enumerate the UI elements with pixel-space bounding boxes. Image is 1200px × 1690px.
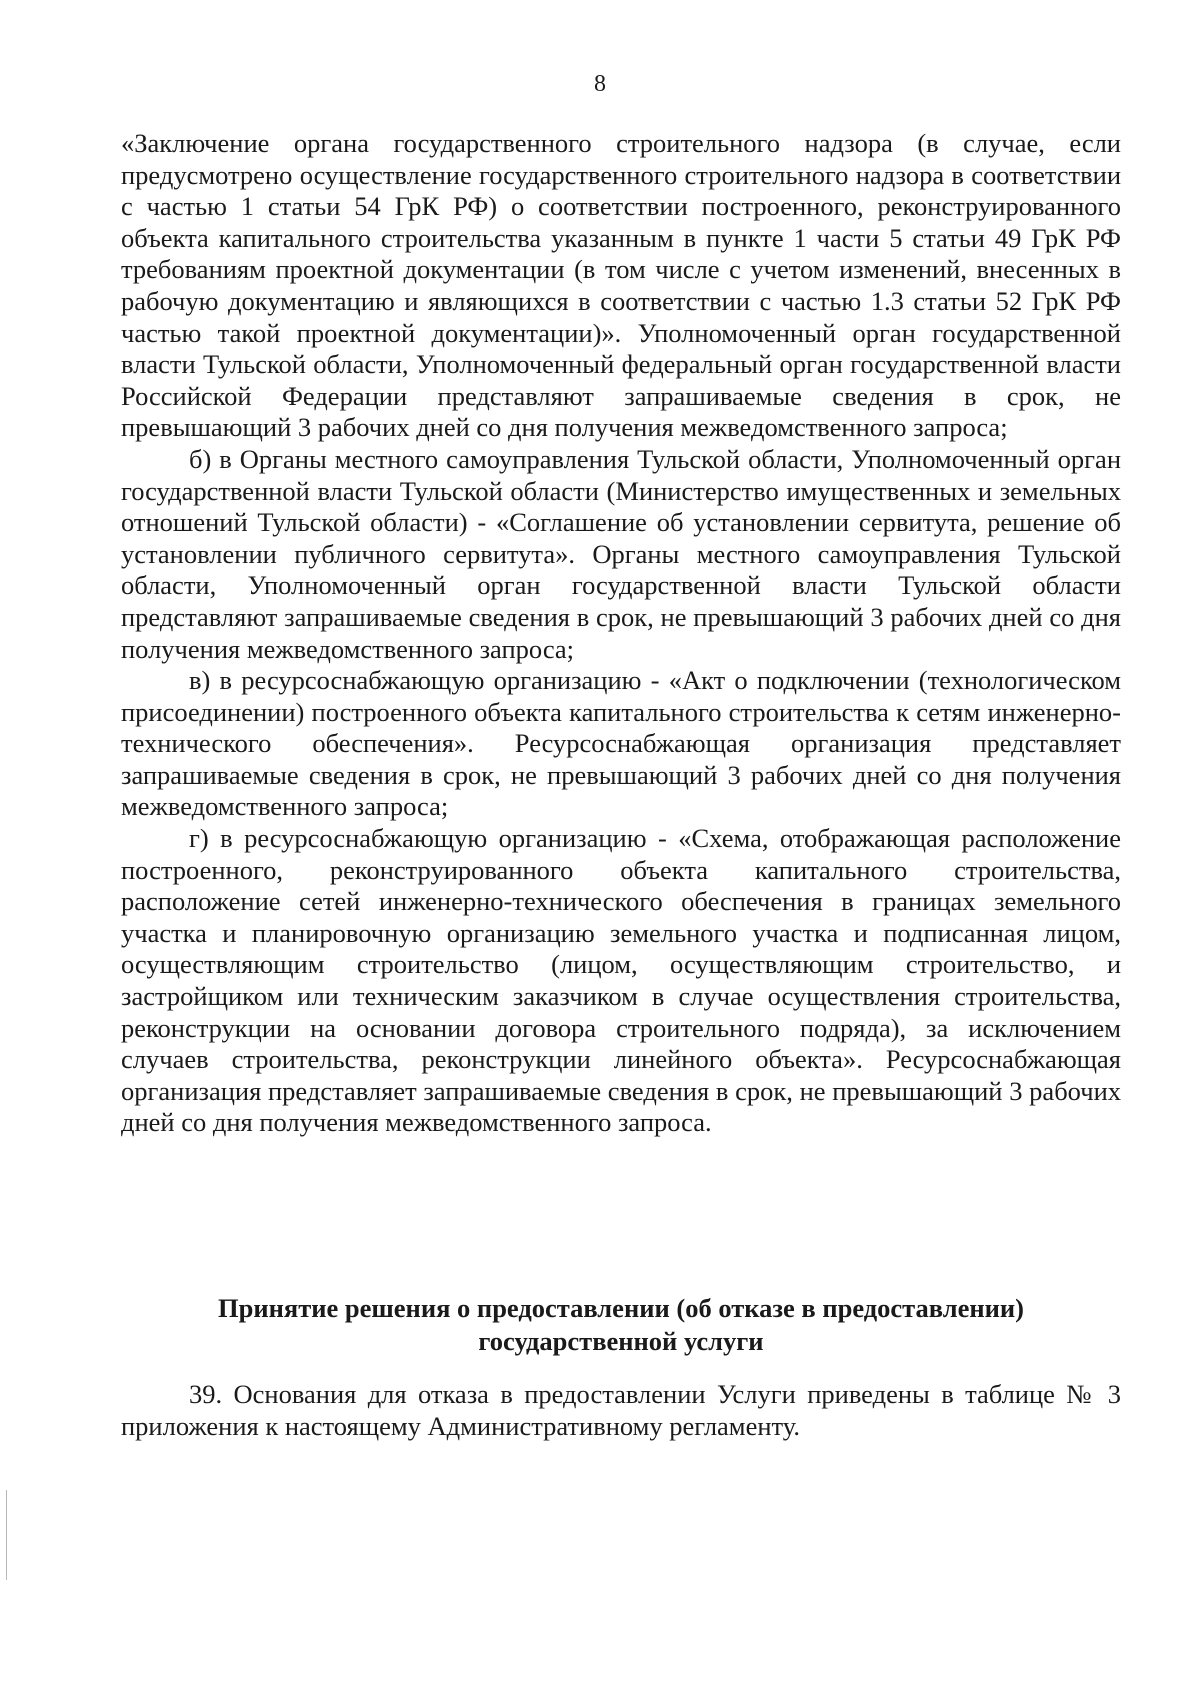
paragraph-conclusion: «Заключение органа государственного строительного надзора (в случае, если предусмотрено осуществление государственного строительного надзора в соответствии с частью 1 статьи 54 ГрК РФ) о соответствии построенного, реконструированного объекта капитального строительства указанным в пункте 1 части 5 статьи 49 ГрК РФ требованиям проектной документации (в том числе с учетом изменений, внесенных в рабочую документацию и являющихся в соответствии с частью 1.3 статьи 52 ГрК РФ частью такой проектной документации)». Уполномоченный орган государственной власти Тульской области, Уполномоченный федеральный орган государственной власти Российской Федерации представляют запрашиваемые сведения в срок, не превышающий 3 рабочих дней со дня получения межведомственного запроса; xyxy=(121,128,1121,443)
document-body xyxy=(121,128,1121,1139)
paragraph-item-g: г) в ресурсоснабжающую организацию - «Схема, отображающая расположение построенного, реконструированного объекта капитального строительства, расположение сетей инженерно-технического обеспечения в границах земельного участка и планировочную организацию земельного участка и подписанная лицом, осуществляющим строительство (лицом, осуществляющим строительство, и застройщиком или техническим заказчиком в случае осуществления строительства, реконструкции на основании договора строительного подряда), за исключением случаев строительства, реконструкции линейного объекта». Ресурсоснабжающая организация представляет запрашиваемые сведения в срок, не превышающий 3 рабочих дней со дня получения межведомственного запроса. xyxy=(121,823,1121,1138)
paragraph-item-v: в) в ресурсоснабжающую организацию - «Акт о подключении (технологическом присоединении) построенного объекта капитального строительства к сетям инженерно-технического обеспечения». Ресурсоснабжающая организация представляет запрашиваемые сведения в срок, не превышающий 3 рабочих дней со дня получения межведомственного запроса; xyxy=(121,665,1121,822)
scan-margin-mark xyxy=(6,1490,7,1580)
section-heading: Принятие решения о предоставлении (об отказе в предоставлении) государственной услуги xyxy=(218,1293,1024,1356)
paragraph-item-b: б) в Органы местного самоуправления Тульской области, Уполномоченный орган государственной власти Тульской области (Министерство имущественных и земельных отношений Тульской области) - «Соглашение об установлении сервитута, решение об установлении публичного сервитута». Органы местного самоуправления Тульской области, Уполномоченный орган государственной власти Тульской области представляют запрашиваемые сведения в срок, не превышающий 3 рабочих дней со дня получения межведомственного запроса; xyxy=(121,443,1121,664)
clause-39: 39. Основания для отказа в предоставлении Услуги приведены в таблице № 3 приложения к настоящему Административному регламенту. xyxy=(121,1379,1121,1441)
page-number: 8 xyxy=(594,71,606,97)
